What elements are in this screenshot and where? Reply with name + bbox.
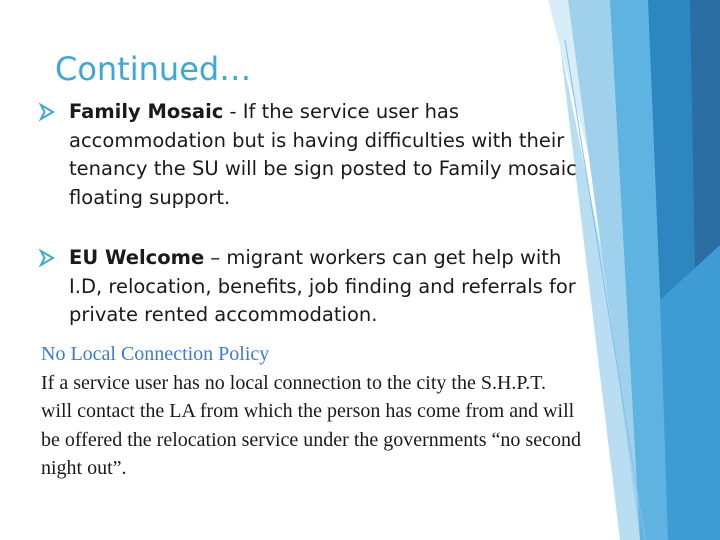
bullet-content — [40, 98, 580, 212]
policy-heading: No Local Connection Policy — [41, 343, 270, 365]
arrow-bullet-icon — [38, 244, 58, 272]
bullet-content — [40, 244, 580, 330]
bullet-text: – migrant workers can get help with I.D, relocation, benefits, job finding and referrals for private rented accommodation. — [69, 246, 576, 326]
policy-section — [41, 340, 581, 483]
arrow-bullet-icon — [38, 98, 58, 126]
bullet-text: - If the service user has accommodation but is having difficulties with their tenancy the SU will be sign posted to Family mosaic floating support. — [69, 100, 577, 209]
bullet-family-mosaic — [40, 98, 580, 212]
policy-body: If a service user has no local connection to the city the S.H.P.T. will contact the LA from which the person has come from and will be offered the relocation service under the governments “no second night out”. — [41, 371, 581, 479]
slide-title: Continued… — [55, 50, 252, 88]
bullet-term: EU Welcome — [69, 246, 205, 269]
bullet-eu-welcome — [40, 244, 580, 330]
bullet-term: Family Mosaic — [69, 100, 224, 123]
